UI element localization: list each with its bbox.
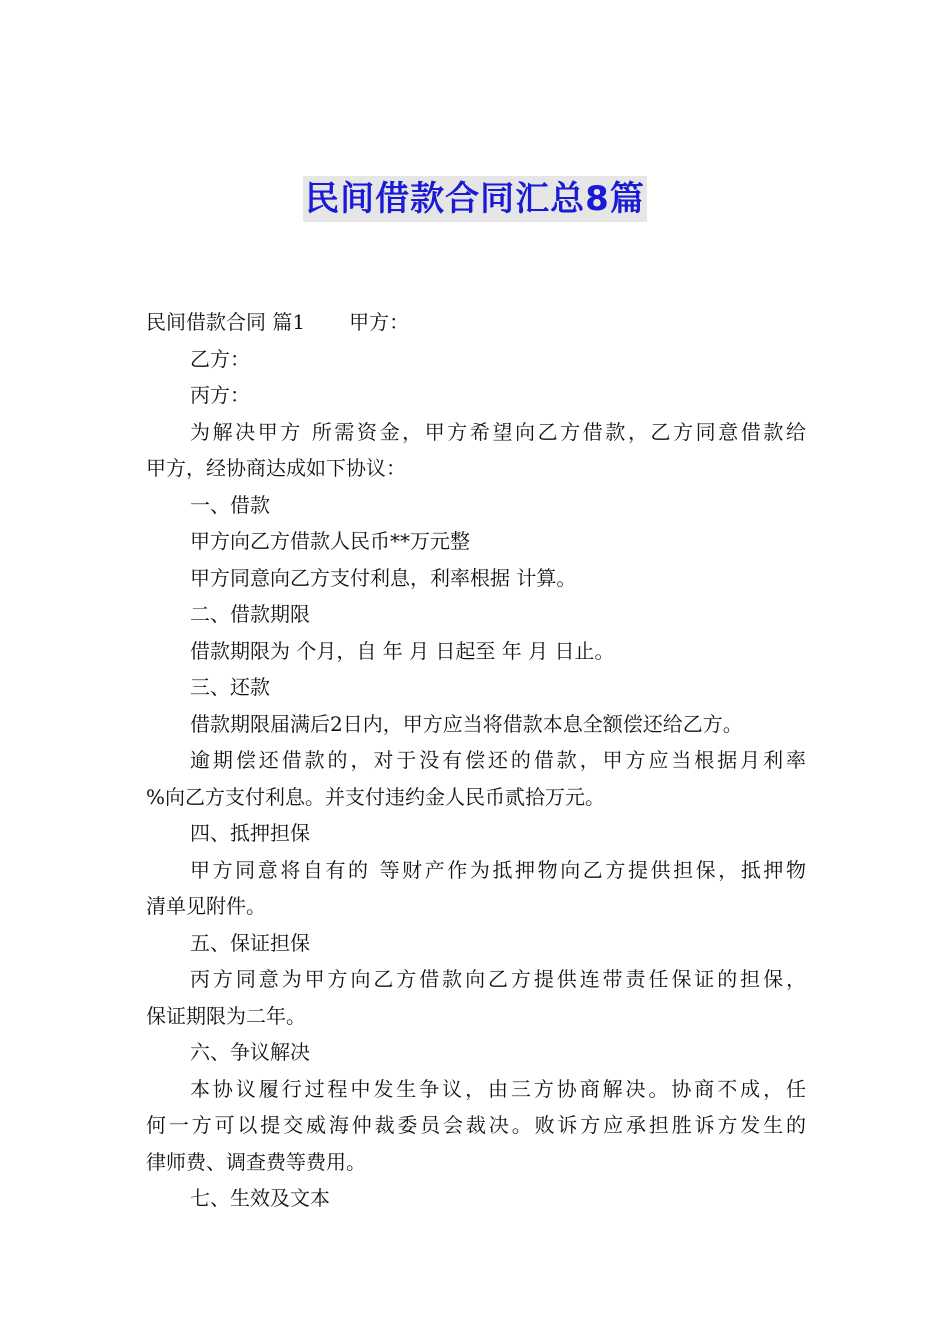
contract-heading: 民间借款合同 篇1 bbox=[146, 310, 306, 334]
party-a-label: 甲方： bbox=[349, 310, 410, 334]
paragraph-line: 丙方： bbox=[190, 383, 250, 407]
paragraph-line: 四、抵押担保 bbox=[190, 821, 310, 845]
paragraph-line: 借款期限为 个月，自 年 月 日起至 年 月 日止。 bbox=[190, 638, 615, 663]
paragraph-line: 逾期偿还借款的，对于没有偿还的借款，甲方应当根据月利率 bbox=[190, 748, 806, 772]
paragraph-line: 为解决甲方 所需资金，甲方希望向乙方借款，乙方同意借款给 bbox=[190, 419, 806, 444]
paragraph-line: %向乙方支付利息。并支付违约金人民币贰拾万元。 bbox=[146, 784, 606, 809]
paragraph-line: 甲方同意向乙方支付利息，利率根据 计算。 bbox=[190, 565, 577, 590]
paragraph-line: 三、还款 bbox=[190, 675, 270, 699]
header-line bbox=[146, 304, 806, 341]
paragraph-line: 清单见附件。 bbox=[146, 894, 266, 918]
paragraph-line: 二、借款期限 bbox=[190, 602, 310, 626]
paragraph-line: 甲方同意将自有的 等财产作为抵押物向乙方提供担保，抵押物 bbox=[190, 857, 806, 882]
paragraph-line: 律师费、调查费等费用。 bbox=[146, 1149, 366, 1174]
paragraph-line: 甲方向乙方借款人民币**万元整 bbox=[190, 529, 470, 553]
paragraph-line: 一、借款 bbox=[190, 492, 270, 517]
title-container bbox=[0, 176, 950, 222]
paragraph-line: 甲方，经协商达成如下协议： bbox=[146, 456, 406, 480]
paragraph-line: 丙方同意为甲方向乙方借款向乙方提供连带责任保证的担保， bbox=[190, 967, 806, 991]
paragraph-line: 何一方可以提交威海仲裁委员会裁决。败诉方应承担胜诉方发生的 bbox=[146, 1113, 806, 1137]
paragraph-line: 保证期限为二年。 bbox=[146, 1003, 306, 1028]
paragraph-line: 七、生效及文本 bbox=[190, 1186, 330, 1210]
paragraph-line: 本协议履行过程中发生争议，由三方协商解决。协商不成，任 bbox=[190, 1076, 806, 1101]
document-body bbox=[146, 304, 806, 1217]
document-title: 民间借款合同汇总8篇 bbox=[303, 176, 647, 222]
paragraph-line: 六、争议解决 bbox=[190, 1040, 310, 1064]
paragraph-line: 五、保证担保 bbox=[190, 930, 310, 955]
paragraph-line: 借款期限届满后2日内，甲方应当将借款本息全额偿还给乙方。 bbox=[190, 711, 743, 736]
paragraph-line: 乙方： bbox=[190, 346, 250, 371]
